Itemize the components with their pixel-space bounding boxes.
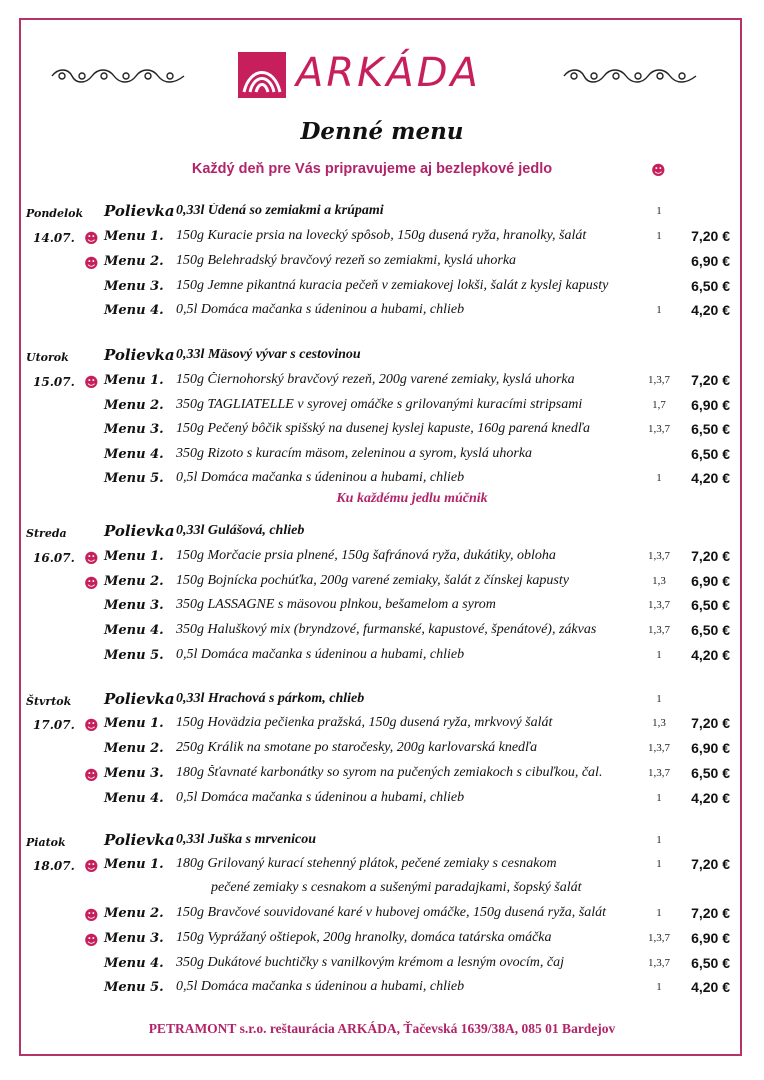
menu-item-text: 0,5l Domáca mačanka s údeninou a hubami, chlieb	[176, 470, 465, 485]
price: 7,20 €	[691, 856, 730, 872]
smiley-icon: ☻	[84, 933, 99, 949]
allergen-codes: 1	[656, 649, 662, 661]
smiley-icon: ☻	[84, 375, 99, 391]
price: 7,20 €	[691, 715, 730, 731]
allergen-codes: 1,3,7	[648, 932, 670, 944]
allergen-codes: 1	[656, 304, 662, 316]
menu-item-text: 150g Bravčové souvidované karé v hubovej omáčke, 150g dusená ryža, šalát	[176, 905, 606, 920]
price: 6,50 €	[691, 446, 730, 462]
smiley-icon: ☻	[84, 231, 99, 247]
menu-label: Menu 1.	[104, 716, 164, 731]
day-date: 16.07.	[33, 551, 75, 565]
menu-item-text: 180g Šťavnaté karbonátky so syrom na pučených zemiakoch s cibuľkou, čal.	[176, 765, 603, 780]
soup-label: Polievka	[104, 346, 175, 364]
allergen-codes: 1	[656, 693, 662, 705]
menu-label: Menu 4.	[104, 623, 164, 638]
menu-label: Menu 2.	[104, 254, 164, 269]
menu-item-text: 350g Rizoto s kuracím mäsom, zeleninou a syrom, kyslá uhorka	[176, 446, 533, 461]
menu-label: Menu 2.	[104, 398, 164, 413]
price: 6,90 €	[691, 740, 730, 756]
menu-item-text: 150g Čiernohorský bravčový rezeň, 200g varené zemiaky, kyslá uhorka	[176, 372, 575, 387]
menu-label: Menu 3.	[104, 279, 164, 294]
menu-label: Menu 3.	[104, 422, 164, 437]
menu-item-text: 350g LASSAGNE s mäsovou plnkou, bešamelom a syrom	[176, 597, 496, 612]
price: 6,90 €	[691, 397, 730, 413]
smiley-icon: ☻	[84, 908, 99, 924]
day-name: Štvrtok	[26, 695, 72, 708]
brand-logo	[238, 52, 508, 102]
menu-item-text: 350g Dukátové buchtičky s vanilkovým krémom a lesným ovocím, čaj	[176, 955, 564, 970]
price: 6,50 €	[691, 622, 730, 638]
price: 6,50 €	[691, 421, 730, 437]
menu-label: Menu 1.	[104, 857, 164, 872]
smiley-icon: ☻	[84, 576, 99, 592]
menu-label: Menu 2.	[104, 574, 164, 589]
allergen-codes: 1	[656, 858, 662, 870]
allergen-codes: 1,3,7	[648, 550, 670, 562]
menu-label: Menu 1.	[104, 549, 164, 564]
allergen-codes: 1	[656, 230, 662, 242]
menu-item-text: 150g Morčacie prsia plnené, 150g šafránová ryža, dukátiky, obloha	[176, 548, 556, 563]
price: 6,50 €	[691, 597, 730, 613]
allergen-codes: 1,3,7	[648, 374, 670, 386]
price: 6,50 €	[691, 278, 730, 294]
day-name: Streda	[26, 527, 67, 540]
allergen-codes: 1,3,7	[648, 957, 670, 969]
allergen-codes: 1,3,7	[648, 767, 670, 779]
price: 7,20 €	[691, 372, 730, 388]
menu-item-text: 0,5l Domáca mačanka s údeninou a hubami, chlieb	[176, 647, 465, 662]
day-date: 14.07.	[33, 231, 75, 245]
menu-label: Menu 5.	[104, 471, 164, 486]
price: 4,20 €	[691, 647, 730, 663]
dessert-note: Ku každému jedlu múčnik	[336, 491, 488, 506]
allergen-codes: 1	[656, 981, 662, 993]
menu-item-text: 0,33l Juška s mrvenicou	[176, 832, 317, 847]
soup-label: Polievka	[104, 831, 175, 849]
day-date: 18.07.	[33, 859, 75, 873]
menu-label: Menu 1.	[104, 373, 164, 388]
menu-item-continuation: pečené zemiaky s cesnakom a sušenými paradajkami, šopský šalát	[211, 880, 582, 895]
price: 7,20 €	[691, 548, 730, 564]
soup-label: Polievka	[104, 690, 175, 708]
price: 6,90 €	[691, 930, 730, 946]
menu-item-text: 250g Králik na smotane po staročesky, 200g karlovarská knedľa	[176, 740, 538, 755]
price: 6,50 €	[691, 765, 730, 781]
price: 4,20 €	[691, 790, 730, 806]
menu-label: Menu 4.	[104, 447, 164, 462]
day-date: 17.07.	[33, 718, 75, 732]
price: 7,20 €	[691, 228, 730, 244]
allergen-codes: 1,3	[652, 717, 666, 729]
soup-label: Polievka	[104, 522, 175, 540]
allergen-codes: 1	[656, 834, 662, 846]
allergen-codes: 1,7	[652, 399, 666, 411]
ornament-left-icon	[48, 66, 188, 86]
price: 4,20 €	[691, 979, 730, 995]
menu-item-text: 150g Belehradský bravčový rezeň so zemiakmi, kyslá uhorka	[176, 253, 517, 268]
page-title: Denné menu	[300, 118, 464, 145]
allergen-codes: 1	[656, 907, 662, 919]
price: 7,20 €	[691, 905, 730, 921]
day-date: 15.07.	[33, 375, 75, 389]
menu-label: Menu 4.	[104, 956, 164, 971]
menu-item-text: 150g Pečený bôčik spišský na dusenej kyslej kapuste, 160g parená knedľa	[176, 421, 590, 436]
menu-label: Menu 5.	[104, 648, 164, 663]
ornament-right-icon	[560, 66, 700, 86]
menu-label: Menu 5.	[104, 980, 164, 995]
smiley-icon: ☻	[84, 859, 99, 875]
day-name: Piatok	[26, 836, 66, 849]
menu-label: Menu 4.	[104, 303, 164, 318]
menu-item-text: 0,33l Mäsový vývar s cestovinou	[176, 347, 361, 362]
smiley-icon: ☻	[84, 551, 99, 567]
smiley-icon: ☻	[651, 163, 666, 179]
menu-item-text: 0,33l Údená so zemiakmi a krúpami	[176, 203, 384, 218]
menu-label: Menu 3.	[104, 598, 164, 613]
menu-item-text: 150g Kuracie prsia na lovecký spôsob, 150g dusená ryža, hranolky, šalát	[176, 228, 587, 243]
menu-label: Menu 3.	[104, 766, 164, 781]
day-name: Utorok	[26, 351, 69, 364]
menu-item-text: 150g Jemne pikantná kuracia pečeň v zemiakovej lokši, šalát z kyslej kapusty	[176, 278, 609, 293]
menu-item-text: 0,5l Domáca mačanka s údeninou a hubami, chlieb	[176, 302, 465, 317]
menu-item-text: 350g Haluškový mix (bryndzové, furmanské, kapustové, špenátové), zákvas	[176, 622, 597, 637]
brand-name: ARKÁDA	[296, 50, 481, 96]
smiley-icon: ☻	[84, 718, 99, 734]
menu-item-text: 0,33l Gulášová, chlieb	[176, 523, 305, 538]
allergen-codes: 1,3	[652, 575, 666, 587]
menu-item-text: 0,5l Domáca mačanka s údeninou a hubami, chlieb	[176, 979, 465, 994]
allergen-codes: 1,3,7	[648, 423, 670, 435]
smiley-icon: ☻	[84, 768, 99, 784]
menu-label: Menu 4.	[104, 791, 164, 806]
logo-mark-icon	[238, 52, 286, 98]
allergen-codes: 1	[656, 792, 662, 804]
soup-label: Polievka	[104, 202, 175, 220]
smiley-icon: ☻	[84, 256, 99, 272]
price: 4,20 €	[691, 302, 730, 318]
menu-label: Menu 2.	[104, 741, 164, 756]
footer: PETRAMONT s.r.o. reštaurácia ARKÁDA, Ťačevská 1639/38A, 085 01 Bardejov	[148, 1021, 616, 1036]
menu-item-text: 0,33l Hrachová s párkom, chlieb	[176, 691, 365, 706]
price: 6,90 €	[691, 573, 730, 589]
menu-item-text: 180g Grilovaný kurací stehenný plátok, pečené zemiaky s cesnakom	[176, 856, 557, 871]
menu-item-text: 350g TAGLIATELLE v syrovej omáčke s grilovanými kuracími stripsami	[176, 397, 583, 412]
menu-item-text: 150g Vyprážaný oštiepok, 200g hranolky, domáca tatárska omáčka	[176, 930, 552, 945]
menu-item-text: 150g Bojnícka pochúťka, 200g varené zemiaky, šalát z čínskej kapusty	[176, 573, 569, 588]
price: 6,90 €	[691, 253, 730, 269]
allergen-codes: 1	[656, 472, 662, 484]
allergen-codes: 1	[656, 205, 662, 217]
menu-label: Menu 2.	[104, 906, 164, 921]
allergen-codes: 1,3,7	[648, 599, 670, 611]
subtitle: Každý deň pre Vás pripravujeme aj bezlepkové jedlo	[191, 161, 553, 177]
menu-label: Menu 1.	[104, 229, 164, 244]
allergen-codes: 1,3,7	[648, 742, 670, 754]
menu-item-text: 150g Hovädzia pečienka pražská, 150g dusená ryža, mrkvový šalát	[176, 715, 553, 730]
price: 4,20 €	[691, 470, 730, 486]
price: 6,50 €	[691, 955, 730, 971]
allergen-codes: 1,3,7	[648, 624, 670, 636]
day-name: Pondelok	[26, 207, 84, 220]
menu-item-text: 0,5l Domáca mačanka s údeninou a hubami, chlieb	[176, 790, 465, 805]
menu-label: Menu 3.	[104, 931, 164, 946]
